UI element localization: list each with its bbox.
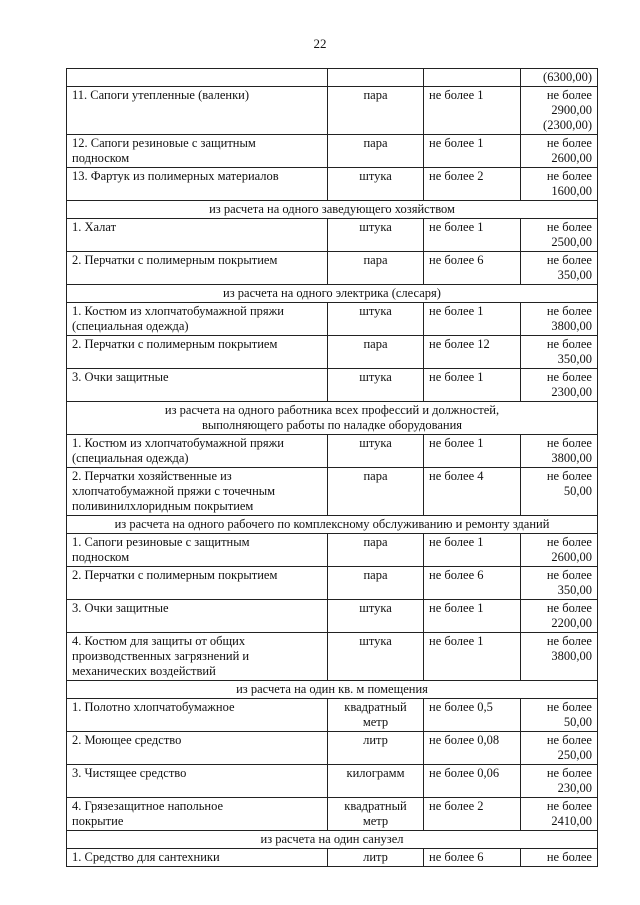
norm-cell: не более 2 — [424, 798, 521, 831]
unit-cell: штука — [328, 303, 424, 336]
norm-cell: не более 1 — [424, 369, 521, 402]
unit-cell: пара — [328, 336, 424, 369]
unit-cell: килограмм — [328, 765, 424, 798]
norm-cell: не более 1 — [424, 87, 521, 135]
norm-cell: не более 0,06 — [424, 765, 521, 798]
item-name-cell: 2. Моющее средство — [67, 732, 328, 765]
section-heading: из расчета на одного работника всех профессий и должностей, выполняющего работы по наладке оборудования — [67, 402, 598, 435]
item-name-cell: 3. Очки защитные — [67, 600, 328, 633]
norm-cell: не более 1 — [424, 303, 521, 336]
table-row — [67, 435, 598, 468]
unit-cell: штука — [328, 600, 424, 633]
unit-cell: квадратный метр — [328, 798, 424, 831]
item-name-cell: 2. Перчатки с полимерным покрытием — [67, 567, 328, 600]
table-row — [67, 534, 598, 567]
norm-cell: не более 1 — [424, 534, 521, 567]
item-name-cell: 3. Очки защитные — [67, 369, 328, 402]
item-name-cell: 1. Костюм из хлопчатобумажной пряжи (специальная одежда) — [67, 303, 328, 336]
unit-cell: литр — [328, 732, 424, 765]
price-cell: не более 350,00 — [521, 252, 598, 285]
table-row — [67, 219, 598, 252]
item-name-cell: 2. Перчатки с полимерным покрытием — [67, 336, 328, 369]
norm-cell: не более 0,08 — [424, 732, 521, 765]
norm-cell: не более 6 — [424, 849, 521, 867]
price-cell: (6300,00) — [521, 69, 598, 87]
norm-cell: не более 0,5 — [424, 699, 521, 732]
norm-cell: не более 1 — [424, 219, 521, 252]
section-row — [67, 681, 598, 699]
price-cell: не более 3800,00 — [521, 303, 598, 336]
item-name-cell — [67, 69, 328, 87]
section-heading: из расчета на один санузел — [67, 831, 598, 849]
unit-cell: штука — [328, 369, 424, 402]
item-name-cell: 13. Фартук из полимерных материалов — [67, 168, 328, 201]
norm-cell: не более 6 — [424, 252, 521, 285]
norm-cell: не более 1 — [424, 633, 521, 681]
price-cell: не более — [521, 849, 598, 867]
unit-cell: штука — [328, 435, 424, 468]
norm-cell: не более 1 — [424, 600, 521, 633]
table-row — [67, 303, 598, 336]
table-row — [67, 633, 598, 681]
norm-cell: не более 2 — [424, 168, 521, 201]
table-row — [67, 336, 598, 369]
table-row — [67, 468, 598, 516]
item-name-cell: 1. Средство для сантехники — [67, 849, 328, 867]
norm-cell: не более 1 — [424, 135, 521, 168]
unit-cell: пара — [328, 567, 424, 600]
norm-cell: не более 12 — [424, 336, 521, 369]
price-cell: не более 350,00 — [521, 567, 598, 600]
norm-cell: не более 6 — [424, 567, 521, 600]
item-name-cell: 3. Чистящее средство — [67, 765, 328, 798]
norms-table — [66, 68, 598, 867]
item-name-cell: 1. Полотно хлопчатобумажное — [67, 699, 328, 732]
unit-cell: пара — [328, 468, 424, 516]
item-name-cell: 4. Грязезащитное напольное покрытие — [67, 798, 328, 831]
unit-cell: квадратный метр — [328, 699, 424, 732]
unit-cell: пара — [328, 87, 424, 135]
price-cell: не более 2600,00 — [521, 534, 598, 567]
section-heading: из расчета на один кв. м помещения — [67, 681, 598, 699]
norms-table-body — [67, 69, 598, 867]
price-cell: не более 1600,00 — [521, 168, 598, 201]
table-row — [67, 567, 598, 600]
unit-cell — [328, 69, 424, 87]
table-row — [67, 798, 598, 831]
table-row — [67, 765, 598, 798]
table-row — [67, 849, 598, 867]
item-name-cell: 1. Сапоги резиновые с защитным подноском — [67, 534, 328, 567]
price-cell: не более 3800,00 — [521, 435, 598, 468]
unit-cell: пара — [328, 135, 424, 168]
table-row — [67, 69, 598, 87]
price-cell: не более 2300,00 — [521, 369, 598, 402]
price-cell: не более 350,00 — [521, 336, 598, 369]
table-row — [67, 87, 598, 135]
norm-cell: не более 1 — [424, 435, 521, 468]
item-name-cell: 2. Перчатки хозяйственные из хлопчатобумажной пряжи с точечным поливинилхлоридным покрытием — [67, 468, 328, 516]
table-row — [67, 135, 598, 168]
section-row — [67, 201, 598, 219]
price-cell: не более 2500,00 — [521, 219, 598, 252]
item-name-cell: 12. Сапоги резиновые с защитным подноском — [67, 135, 328, 168]
table-row — [67, 168, 598, 201]
price-cell: не более 230,00 — [521, 765, 598, 798]
price-cell: не более 250,00 — [521, 732, 598, 765]
price-cell: не более 2600,00 — [521, 135, 598, 168]
table-row — [67, 252, 598, 285]
page-number: 22 — [313, 36, 327, 51]
item-name-cell: 4. Костюм для защиты от общих производственных загрязнений и механических воздействий — [67, 633, 328, 681]
item-name-cell: 1. Халат — [67, 219, 328, 252]
section-row — [67, 285, 598, 303]
price-cell: не более 2410,00 — [521, 798, 598, 831]
table-row — [67, 732, 598, 765]
norm-cell: не более 4 — [424, 468, 521, 516]
section-row — [67, 402, 598, 435]
item-name-cell: 11. Сапоги утепленные (валенки) — [67, 87, 328, 135]
unit-cell: литр — [328, 849, 424, 867]
norm-cell — [424, 69, 521, 87]
unit-cell: штука — [328, 219, 424, 252]
table-row — [67, 600, 598, 633]
unit-cell: штука — [328, 633, 424, 681]
unit-cell: штука — [328, 168, 424, 201]
section-row — [67, 516, 598, 534]
price-cell: не более 3800,00 — [521, 633, 598, 681]
item-name-cell: 1. Костюм из хлопчатобумажной пряжи (специальная одежда) — [67, 435, 328, 468]
unit-cell: пара — [328, 252, 424, 285]
section-row — [67, 831, 598, 849]
price-cell: не более 2200,00 — [521, 600, 598, 633]
price-cell: не более 50,00 — [521, 699, 598, 732]
item-name-cell: 2. Перчатки с полимерным покрытием — [67, 252, 328, 285]
section-heading: из расчета на одного рабочего по комплексному обслуживанию и ремонту зданий — [67, 516, 598, 534]
price-cell: не более 2900,00 (2300,00) — [521, 87, 598, 135]
section-heading: из расчета на одного электрика (слесаря) — [67, 285, 598, 303]
table-row — [67, 699, 598, 732]
section-heading: из расчета на одного заведующего хозяйством — [67, 201, 598, 219]
unit-cell: пара — [328, 534, 424, 567]
price-cell: не более 50,00 — [521, 468, 598, 516]
table-row — [67, 369, 598, 402]
